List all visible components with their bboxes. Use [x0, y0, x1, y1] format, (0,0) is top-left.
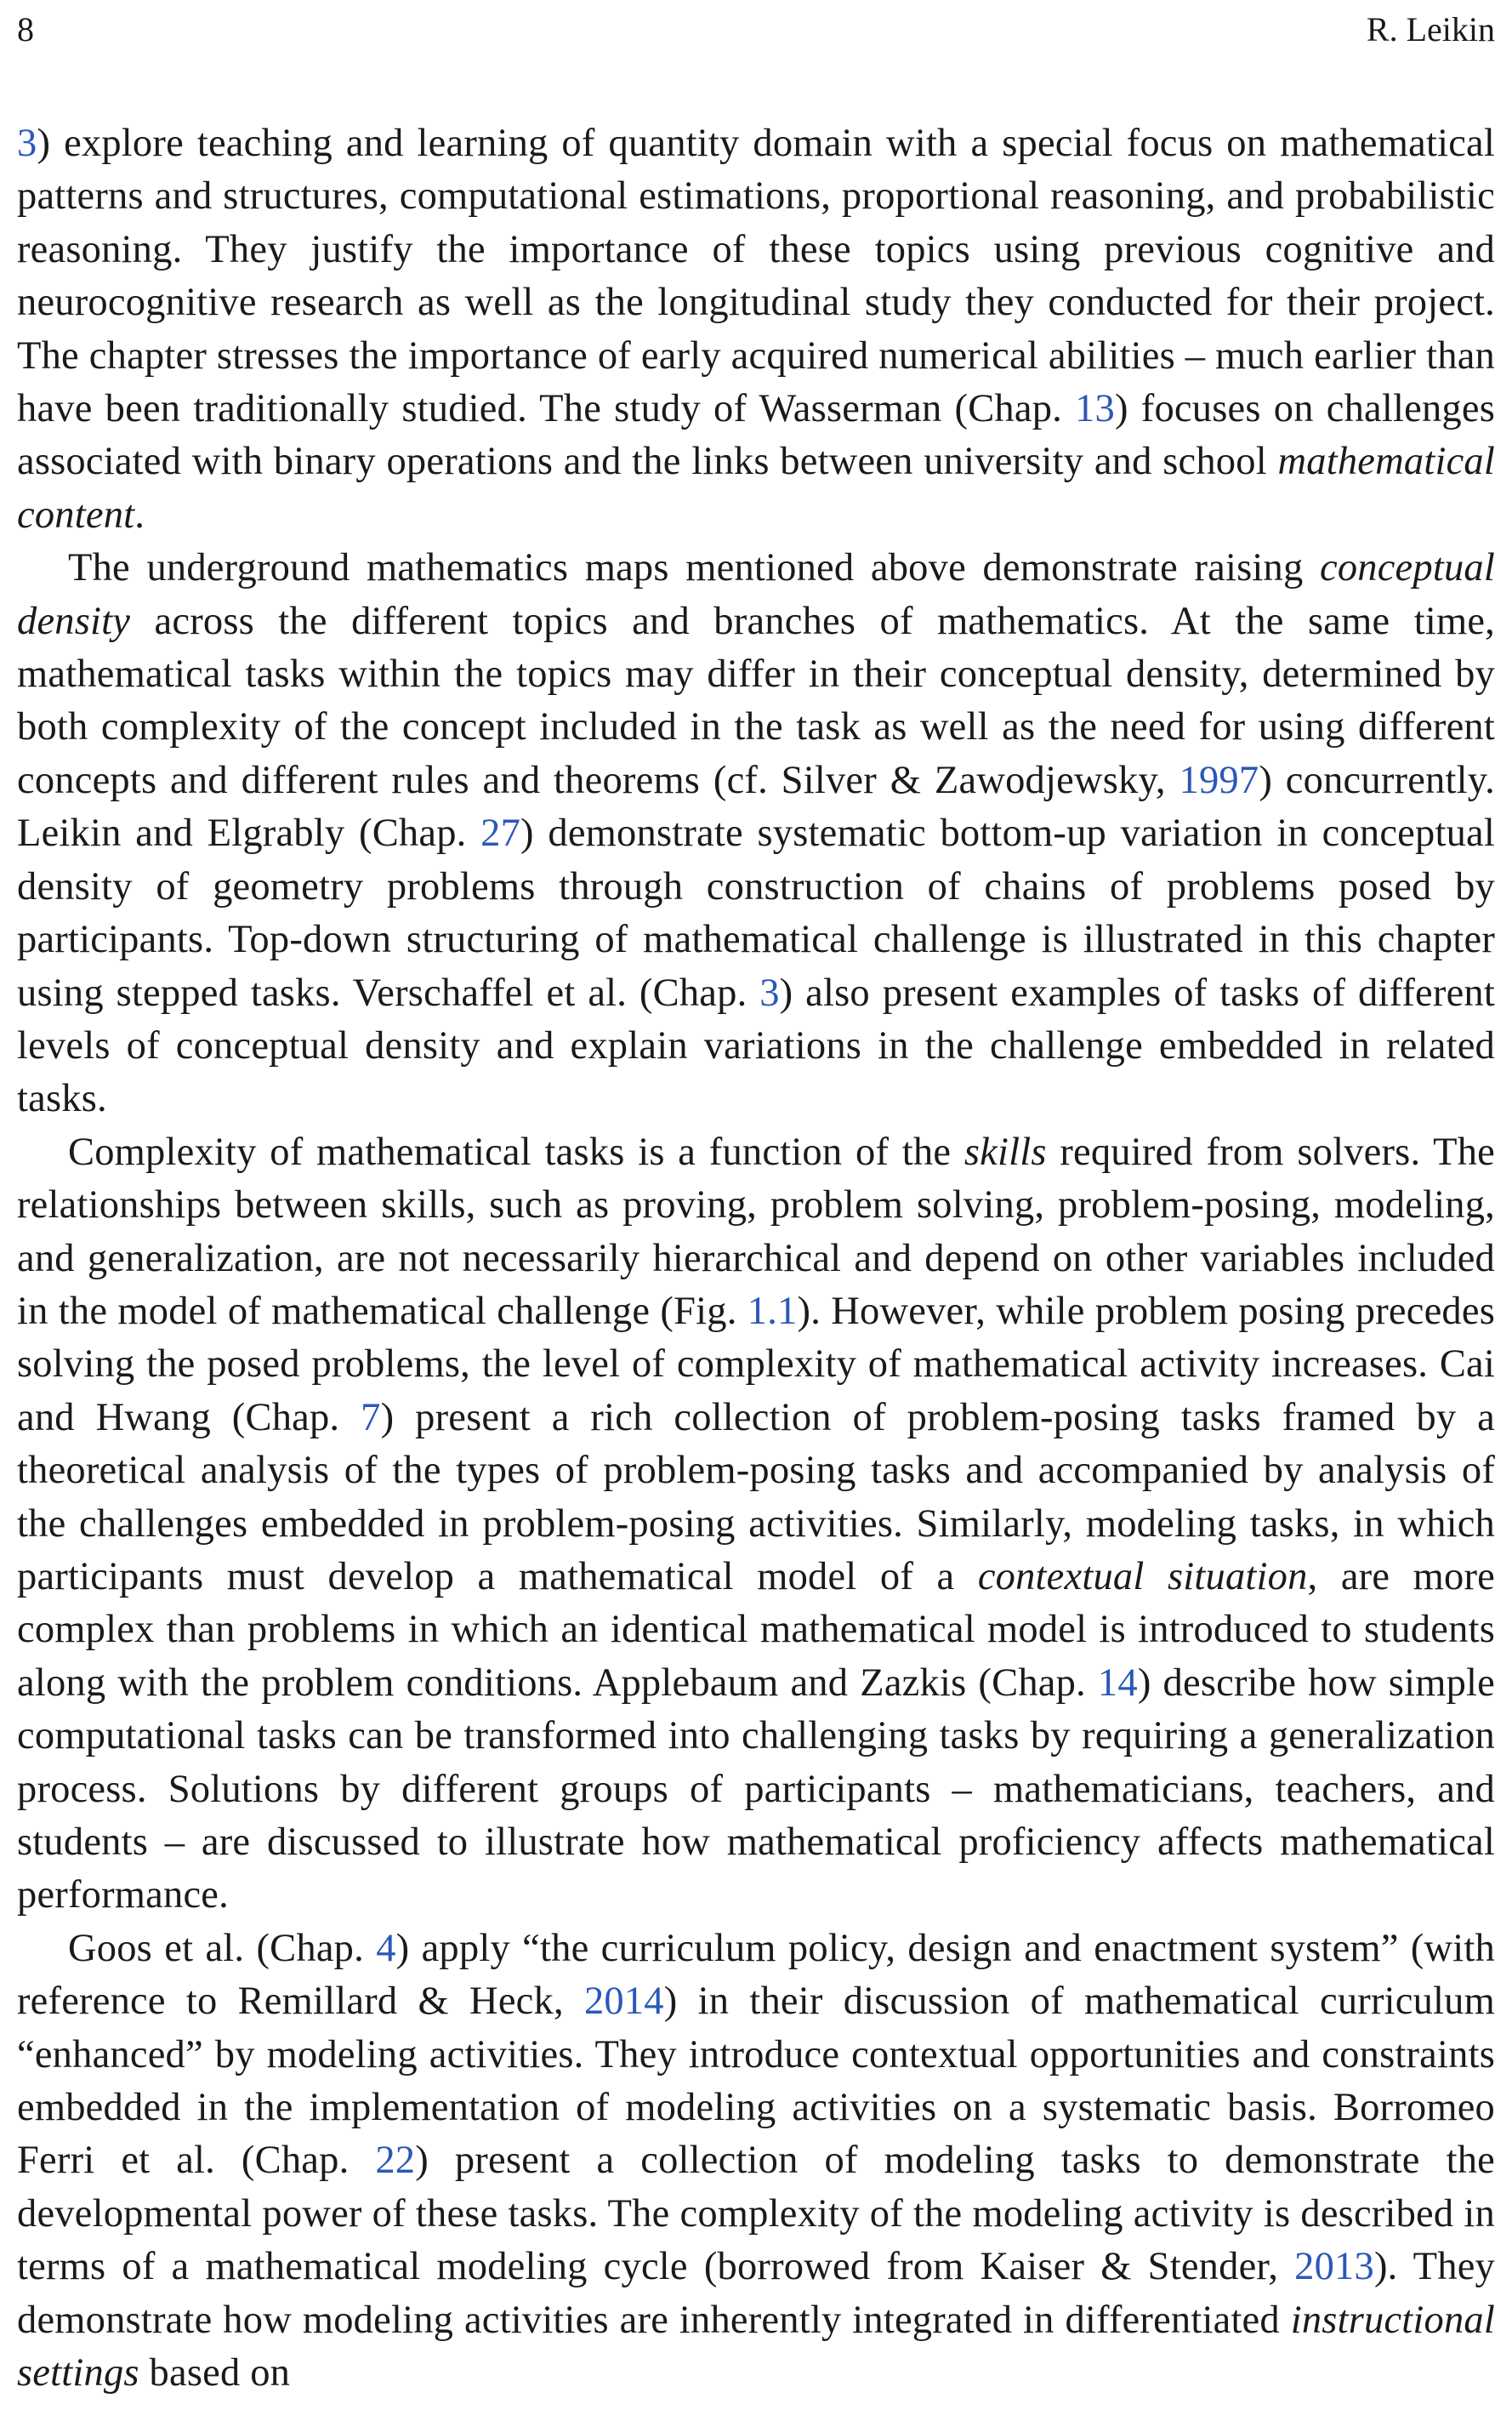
- citation-link[interactable]: 1997: [1179, 758, 1259, 802]
- paragraph: [17, 1126, 1495, 1923]
- citation-link[interactable]: 3: [759, 971, 780, 1015]
- citation-link[interactable]: 14: [1097, 1661, 1138, 1705]
- text-run: ). However, while problem posing precedes solving the posed problems, the level of complexity of mathematical activity increases. Cai and Hwang (Chap.: [17, 1289, 1495, 1439]
- emphasized-term: mathematical content: [17, 440, 1495, 537]
- text-run: Goos et al. (Chap.: [68, 1926, 377, 1970]
- citation-link[interactable]: 2014: [583, 1980, 664, 2024]
- text-run: .: [134, 493, 145, 537]
- citation-link[interactable]: 3: [17, 122, 37, 165]
- text-run: required from solvers. The relationships between skills, such as proving, problem solving, problem-posing, modeling, and generalization, are not necessarily hierarchical and depend on other variables included in the model of mathematical challenge (Fig.: [17, 1130, 1496, 1333]
- citation-link[interactable]: 4: [376, 1926, 396, 1970]
- emphasized-term: skills: [963, 1130, 1047, 1174]
- citation-link[interactable]: 1.1: [747, 1289, 798, 1333]
- running-head-author: R. Leikin: [1366, 10, 1495, 48]
- emphasized-term: conceptual density: [17, 546, 1495, 643]
- citation-link[interactable]: 13: [1075, 387, 1115, 431]
- paragraph: [17, 1923, 1495, 2401]
- text-run: based on: [139, 2351, 291, 2395]
- running-head: [17, 9, 1495, 51]
- body-text: [17, 117, 1495, 2400]
- text-run: Complexity of mathematical tasks is a function of the: [68, 1130, 964, 1174]
- emphasized-term: instructional settings: [17, 2298, 1495, 2395]
- text-run: ) focuses on challenges associated with binary operations and the links between university and school: [17, 387, 1495, 484]
- citation-link[interactable]: 2013: [1294, 2245, 1374, 2289]
- text-run: ) present a collection of modeling tasks to demonstrate the developmental power of these tasks. The complexity of the modeling activity is described in terms of a mathematical modeling cycle (borrowed from Kaiser & Stender,: [17, 2139, 1495, 2289]
- text-run: ) present a rich collection of problem-posing tasks framed by a theoretical analysis of the types of problem-posing tasks and accompanied by analysis of the challenges embedded in problem-posing activities. Similarly, modeling tasks, in which participants must develop a mathematical model of a: [17, 1395, 1496, 1598]
- citation-link[interactable]: 7: [361, 1395, 381, 1439]
- paragraph: [17, 117, 1495, 542]
- text-run: across the different topics and branches of mathematics. At the same time, mathematical tasks within the topics may differ in their conceptual density, determined by both complexity of the concept included in the task as well as the need for using different concepts and different rules and theorems (cf. Silver & Zawodjewsky,: [17, 599, 1495, 802]
- citation-link[interactable]: 27: [480, 812, 521, 856]
- text-run: ) also present examples of tasks of different levels of conceptual density and explain variations in the challenge embedded in related tasks.: [17, 971, 1495, 1121]
- text-run: ) describe how simple computational tasks can be transformed into challenging tasks by requiring a generalization process. Solutions by different groups of participants – mathematicians, teachers, and students – are discussed to illustrate how mathematical proficiency affects mathematical performance.: [17, 1661, 1495, 1917]
- text-run: ) explore teaching and learning of quantity domain with a special focus on mathematical patterns and structures, computational estimations, proportional reasoning, and probabilistic reasoning. They justify the importance of these topics using previous cognitive and neurocognitive research as well as the longitudinal study they conducted for their project. The chapter stresses the importance of early acquired numerical abilities – much earlier than have been traditionally studied. The study of Wasserman (Chap.: [17, 122, 1495, 431]
- text-run: ) apply “the curriculum policy, design and enactment system” (with reference to Remillard & Heck,: [17, 1926, 1495, 2024]
- page-number: 8: [17, 10, 34, 48]
- text-run: ) demonstrate systematic bottom-up variation in conceptual density of geometry problems through construction of chains of problems posed by participants. Top-down structuring of mathematical challenge is illustrated in this chapter using stepped tasks. Verschaffel et al. (Chap.: [17, 812, 1495, 1015]
- text-run: ). They demonstrate how modeling activities are inherently integrated in differentiated: [17, 2245, 1496, 2342]
- citation-link[interactable]: 22: [375, 2139, 416, 2183]
- text-run: The underground mathematics maps mentioned above demonstrate raising: [68, 546, 1320, 590]
- text-run: ) concurrently. Leikin and Elgrably (Chap.: [17, 758, 1495, 856]
- text-run: , are more complex than problems in which an identical mathematical model is introduced to students along with the problem conditions. Applebaum and Zazkis (Chap.: [17, 1554, 1495, 1705]
- emphasized-term: contextual situation: [977, 1554, 1308, 1598]
- paragraph: [17, 542, 1495, 1125]
- text-run: ) in their discussion of mathematical curriculum “enhanced” by modeling activities. They introduce contextual opportunities and constraints embedded in the implementation of modeling activities on a systematic basis. Borromeo Ferri et al. (Chap.: [17, 1980, 1495, 2183]
